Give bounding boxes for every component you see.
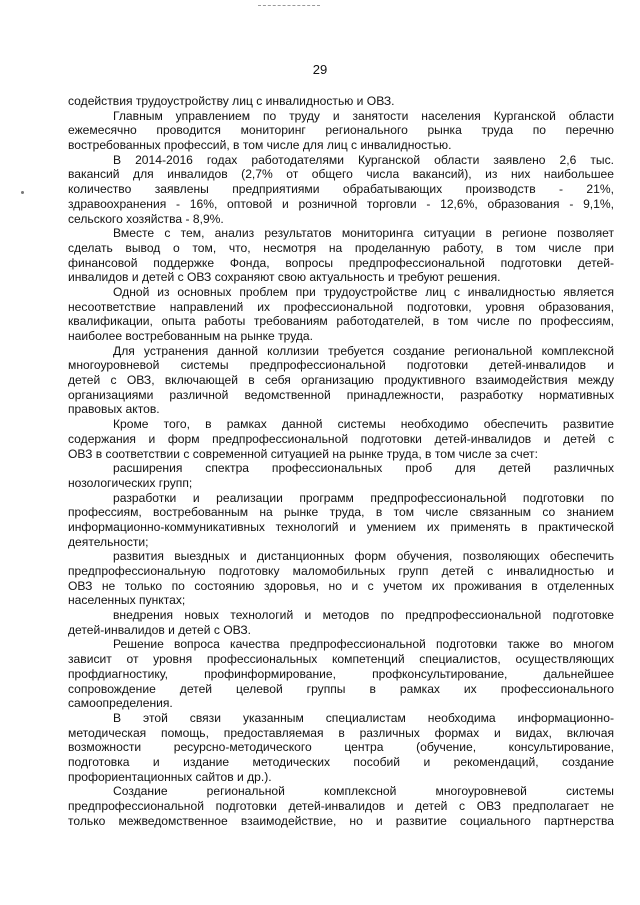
text-line: только межведомственное взаимодействие, но и развитие социального партнерства [68,813,614,828]
text-line: детей с ОВЗ, включающей в себя организацию продуктивного взаимодействия между [68,373,614,388]
scan-artifact-top [258,5,320,6]
text-line: зависит от уровня профессиональных компетенций специалистов, осуществляющих [68,652,614,667]
text-line: Главным управлением по труду и занятости населения Курганской области [113,108,614,123]
text-line: финансовой поддержке Фонда, вопросы предпрофессиональной подготовки детей- [68,255,614,270]
text-line: деятельности; [68,534,149,549]
text-line: количество заявлены предприятиями обрабатывающих производств - 21%, [68,182,614,197]
text-line: здравоохранения - 16%, оптовой и розничной торговли - 12,6%, образования - 9,1%, [68,196,614,211]
text-line: методическая помощь, предоставляемая в различных формах и видах, включая [68,725,614,740]
text-line: профдиагностику, профинформирование, профконсультирование, дальнейшее [68,666,614,681]
text-line: населенных пунктах; [68,593,186,608]
text-line: Решение вопроса качества предпрофессиональной подготовки также во многом [113,637,614,652]
text-line: профориентационных сайтов и др.). [68,769,272,784]
text-line: Создание региональной комплексной многоуровневой системы [113,784,614,799]
text-line: Вместе с тем, анализ результатов мониторинга ситуации в регионе позволяет [113,226,614,241]
text-line: квалификации, опыта работы требованиям работодателей, в том числе по профессиям, [68,314,614,329]
text-line: востребованных профессий, в том числе для лиц с инвалидностью. [68,138,452,153]
text-line: инвалидов и детей с ОВЗ сохраняют свою актуальность и требуют решения. [68,270,501,285]
text-line: вакансий для инвалидов (2,7% от общего числа вакансий), из них наибольшее [68,167,614,182]
text-line: профессиям, востребованным на рынке труда, в том числе связанным со знанием [68,505,614,520]
text-line: многоуровневой системы предпрофессиональной подготовки детей-инвалидов и [68,358,614,373]
text-line: содействия трудоустройству лиц с инвалидностью и ОВЗ. [68,94,395,108]
text-line: несоответствие направлений их профессиональной подготовки, уровня образования, [68,299,614,314]
text-line: самоопределения. [68,696,173,711]
text-line: предпрофессиональную подготовку маломобильных групп детей с инвалидностью и [68,564,614,578]
text-line: расширения спектра профессиональных проб для детей различных [113,461,614,476]
text-line: нозологических групп; [68,475,193,490]
text-line: возможности ресурсно-методического центра (обучение, консультирование, [68,740,614,755]
text-line: содержания и форм предпрофессиональной подготовки детей-инвалидов и детей с [68,431,614,446]
text-line: ежемесячно проводится мониторинг регионального рынка труда по перечню [68,123,614,138]
text-line: организациями различной ведомственной принадлежности, разработку нормативных [68,387,614,402]
text-line: разработки и реализации программ предпрофессиональной подготовки по [113,490,614,505]
scan-artifact-dot [21,191,24,194]
text-line: сделать вывод о том, что, несмотря на проделанную работу, в том числе при [68,240,614,255]
text-line: развития выездных и дистанционных форм обучения, позволяющих обеспечить [113,549,614,564]
text-line: сопровождение детей целевой группы в рамках их профессионального [68,681,614,696]
text-line: ОВЗ не только по состоянию здоровья, но и с учетом их проживания в отделенных [68,578,614,593]
text-line: наиболее востребованным на рынке труда. [68,329,314,343]
text-line: внедрения новых технологий и методов по предпрофессиональной подготовке [113,608,614,623]
text-line: информационно-коммуникативных технологий и умением их применять в практической [68,519,614,534]
text-line: В 2014-2016 годах работодателями Курганской области заявлено 2,6 тыс. [113,152,614,167]
text-line: подготовка и издание методических пособий и рекомендаций, создание [68,754,614,769]
text-line: детей-инвалидов и детей с ОВЗ. [68,622,252,637]
text-line: предпрофессиональной подготовки детей-инвалидов и детей с ОВЗ предполагает не [68,799,614,813]
text-line: Для устранения данной коллизии требуется создание региональной комплексной [113,343,614,358]
text-line: Кроме того, в рамках данной системы необходимо обеспечить развитие [113,417,614,432]
body-text [68,94,614,828]
text-line: В этой связи указанным специалистам необходима информационно- [113,710,614,725]
page-number: 29 [312,62,328,77]
text-line: Одной из основных проблем при трудоустройстве лиц с инвалидностью является [113,284,614,299]
text-line: правовых актов. [68,402,160,417]
text-line: сельского хозяйства - 8,9%. [68,211,224,226]
text-line: ОВЗ в соответствии с современной ситуацией на рынке труда, в том числе за счет: [68,446,538,461]
